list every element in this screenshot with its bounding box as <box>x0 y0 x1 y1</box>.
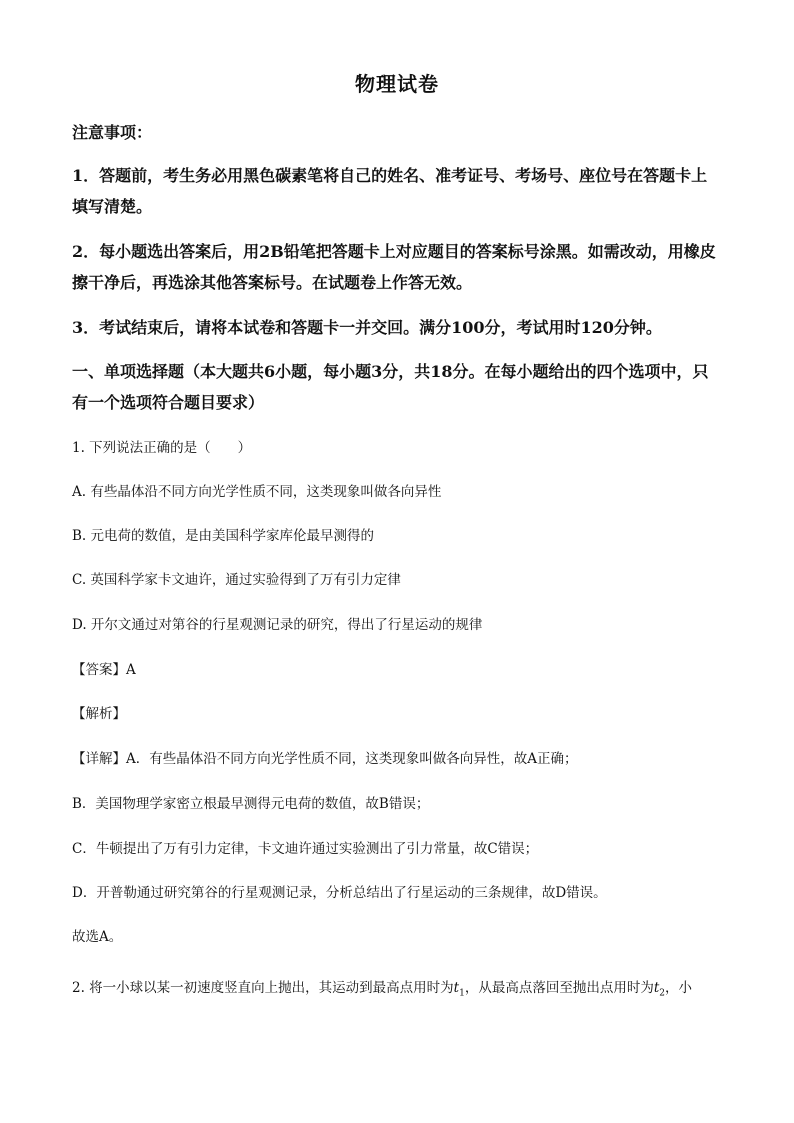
q2-text-part3: ，小 <box>665 980 693 996</box>
detail-line-d: D．开普勒通过研究第谷的行星观测记录，分析总结出了行星运动的三条规律，故D错误。 <box>72 885 607 901</box>
section-heading: 一、单项选择题（本大题共6小题，每小题3分，共18分。在每小题给出的四个选项中，只有一个选项符合题目要求） <box>72 362 709 412</box>
detail-line-c: C．牛顿提出了万有引力定律，卡文迪许通过实验测出了引力常量，故C错误； <box>72 841 539 857</box>
answer-tag: 【答案】 <box>72 662 126 678</box>
sub-1: 1 <box>459 988 465 999</box>
var-t1: t <box>453 980 460 996</box>
notice-item-3: 3．考试结束后，请将本试卷和答题卡一并交回。满分100分，考试用时120分钟。 <box>72 318 662 337</box>
detail-line-1 <box>72 749 722 769</box>
detail-tag: 【详解】 <box>72 751 126 767</box>
answer-value: A <box>126 662 136 678</box>
detail-line-b: B．美国物理学家密立根最早测得元电荷的数值，故B错误； <box>72 796 430 812</box>
question-1-option-d: D. 开尔文通过对第谷的行星观测记录的研究，得出了行星运动的规律 <box>72 617 483 633</box>
page-title: 物理试卷 <box>355 72 439 96</box>
conclusion: 故选A。 <box>72 929 123 945</box>
question-2-stem <box>72 978 722 1004</box>
notice-item-1: 1．答题前，考生务必用黑色碳素笔将自己的姓名、准考证号、考场号、座位号在答题卡上填写清楚。 <box>72 166 708 216</box>
q2-text-part1: 2. 将一小球以某一初速度竖直向上抛出，其运动到最高点用时为 <box>72 980 454 996</box>
sub-2: 2 <box>659 988 666 999</box>
question-1-stem: 1. 下列说法正确的是（ ） <box>72 440 252 456</box>
detail-text-a: A．有些晶体沿不同方向光学性质不同，这类现象叫做各向异性，故A正确； <box>126 751 578 767</box>
answer-line <box>72 660 722 680</box>
q2-text-part2: ，从最高点落回至抛出点用时为 <box>464 980 654 996</box>
question-1-option-a: A. 有些晶体沿不同方向光学性质不同，这类现象叫做各向异性 <box>72 484 442 500</box>
question-1-option-c: C. 英国科学家卡文迪许，通过实验得到了万有引力定律 <box>72 572 401 588</box>
notice-item-2: 2．每小题选出答案后，用2B铅笔把答题卡上对应题目的答案标号涂黑。如需改动，用橡皮擦干净后，再选涂其他答案标号。在试题卷上作答无效。 <box>72 242 716 292</box>
question-1-option-b: B. 元电荷的数值，是由美国科学家库伦最早测得的 <box>72 528 375 544</box>
analysis-tag: 【解析】 <box>72 706 126 722</box>
var-t2: t <box>653 980 660 996</box>
notice-heading: 注意事项： <box>72 123 153 142</box>
